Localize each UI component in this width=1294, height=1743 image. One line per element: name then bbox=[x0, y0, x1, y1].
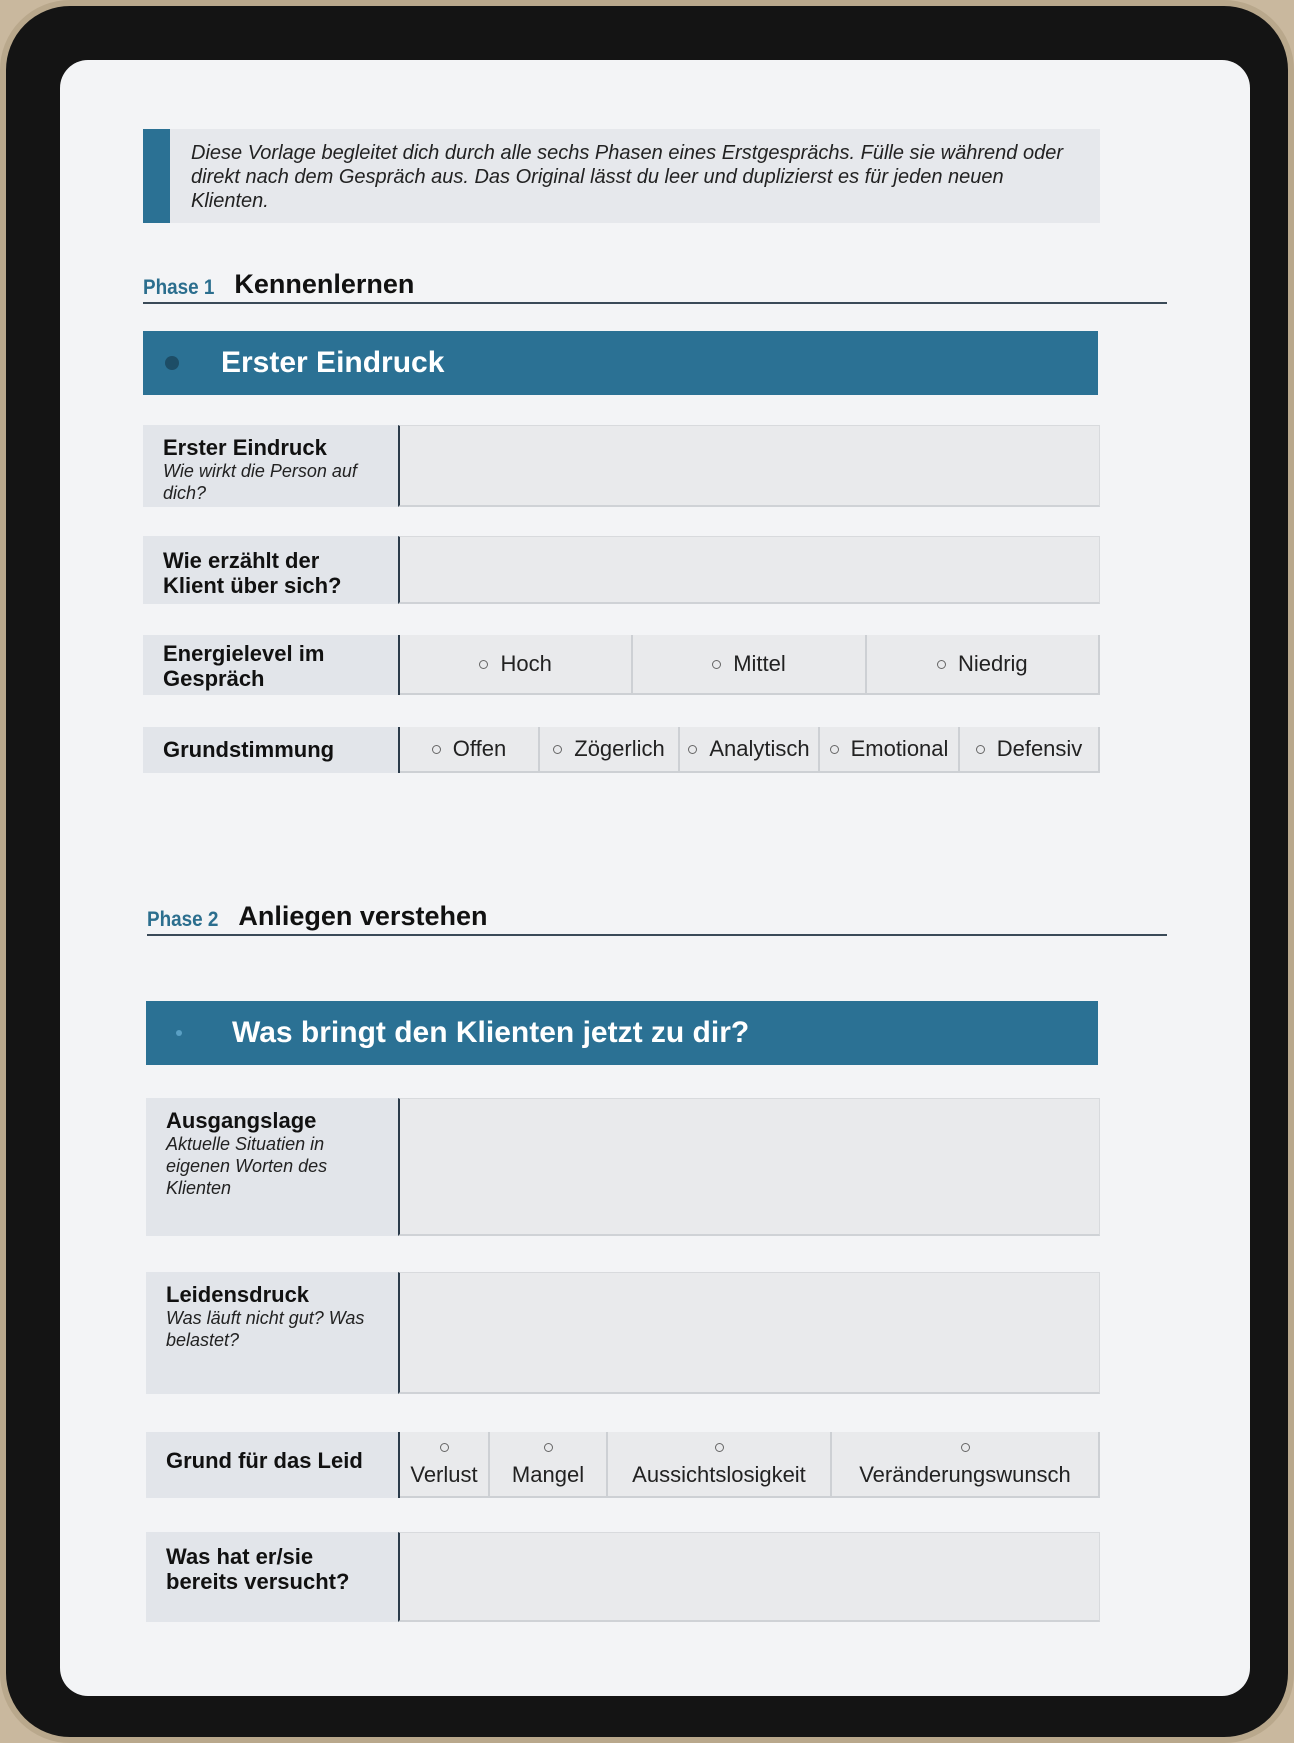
ausgangslage-field[interactable] bbox=[398, 1098, 1100, 1236]
section-title: Was bringt den Klienten jetzt zu dir? bbox=[232, 1016, 750, 1049]
field-label bbox=[143, 536, 398, 604]
phase-number: Phase 2 bbox=[147, 908, 219, 931]
form-row-versucht bbox=[146, 1532, 1100, 1622]
section-title: Erster Eindruck bbox=[221, 346, 445, 379]
form-row-energielevel bbox=[143, 635, 1100, 695]
option-mangel[interactable] bbox=[490, 1432, 608, 1498]
option-label: Defensiv bbox=[996, 736, 1083, 761]
form-row-erzaehlt bbox=[143, 536, 1100, 604]
radio-icon bbox=[715, 1443, 724, 1452]
field-label bbox=[143, 727, 398, 773]
erster-eindruck-field[interactable] bbox=[398, 425, 1100, 507]
radio-icon bbox=[688, 745, 697, 754]
option-label: Veränderungswunsch bbox=[859, 1462, 1071, 1487]
phase-1-heading bbox=[143, 264, 1167, 304]
form-row-ausgangslage bbox=[146, 1098, 1100, 1236]
option-label: Emotional bbox=[850, 736, 949, 761]
bullet-icon bbox=[176, 1030, 182, 1036]
option-mittel[interactable] bbox=[633, 635, 866, 695]
option-zoegerlich[interactable] bbox=[540, 727, 680, 773]
option-emotional[interactable] bbox=[820, 727, 960, 773]
radio-icon bbox=[432, 745, 441, 754]
label-hint: Was läuft nicht gut? Was belastet? bbox=[166, 1308, 365, 1350]
field-label bbox=[146, 1098, 401, 1236]
form-row-grund bbox=[146, 1432, 1100, 1498]
radio-icon bbox=[544, 1443, 553, 1452]
radio-icon bbox=[830, 745, 839, 754]
radio-icon bbox=[937, 660, 946, 669]
callout-accent-bar bbox=[143, 129, 170, 223]
field-label bbox=[143, 425, 398, 507]
versucht-field[interactable] bbox=[398, 1532, 1100, 1622]
form-row-leidensdruck bbox=[146, 1272, 1100, 1394]
label-title: Wie erzählt der Klient über sich? bbox=[163, 548, 342, 598]
option-offen[interactable] bbox=[400, 727, 540, 773]
intro-callout bbox=[143, 129, 1100, 223]
label-title: Energielevel im Gespräch bbox=[163, 641, 325, 691]
grundstimmung-options bbox=[398, 727, 1100, 773]
field-label bbox=[146, 1432, 401, 1498]
radio-icon bbox=[440, 1443, 449, 1452]
document-page bbox=[60, 60, 1250, 1696]
label-hint: Wie wirkt die Person auf dich? bbox=[163, 461, 357, 503]
option-label: Mangel bbox=[511, 1462, 585, 1487]
option-niedrig[interactable] bbox=[867, 635, 1100, 695]
label-title: Grundstimmung bbox=[163, 737, 335, 762]
section-header-erster-eindruck bbox=[143, 331, 1098, 395]
section-header-anliegen bbox=[146, 1001, 1098, 1065]
radio-icon bbox=[961, 1443, 970, 1452]
option-hoch[interactable] bbox=[400, 635, 633, 695]
radio-icon bbox=[712, 660, 721, 669]
option-analytisch[interactable] bbox=[680, 727, 820, 773]
phase-title: Anliegen verstehen bbox=[238, 901, 488, 931]
label-hint: Aktuelle Situatien in eigenen Worten des Klienten bbox=[166, 1134, 328, 1198]
intro-text: Diese Vorlage begleitet dich durch alle sechs Phasen eines Erstgesprächs. Fülle sie während oder direkt nach dem Gespräch aus. Das Original lässt du leer und duplizierst es für jeden neuen Klienten. bbox=[191, 142, 1063, 212]
field-label bbox=[146, 1272, 401, 1394]
label-title: Grund für das Leid bbox=[166, 1448, 363, 1473]
form-row-grundstimmung bbox=[143, 727, 1100, 773]
energielevel-options bbox=[398, 635, 1100, 695]
erzaehlt-field[interactable] bbox=[398, 536, 1100, 604]
phase-number: Phase 1 bbox=[143, 276, 215, 299]
option-defensiv[interactable] bbox=[960, 727, 1100, 773]
label-title: Leidensdruck bbox=[166, 1282, 310, 1307]
phase-title: Kennenlernen bbox=[234, 269, 415, 299]
label-title: Ausgangslage bbox=[166, 1108, 317, 1133]
radio-icon bbox=[479, 660, 488, 669]
option-label: Niedrig bbox=[957, 651, 1028, 676]
option-aussichtslosigkeit[interactable] bbox=[608, 1432, 832, 1498]
bullet-icon bbox=[165, 356, 179, 370]
radio-icon bbox=[553, 745, 562, 754]
option-label: Mittel bbox=[733, 651, 786, 676]
option-verlust[interactable] bbox=[400, 1432, 490, 1498]
label-title: Was hat er/sie bereits versucht? bbox=[166, 1544, 350, 1594]
option-label: Offen bbox=[452, 736, 507, 761]
option-label: Zögerlich bbox=[574, 736, 665, 761]
leidensdruck-field[interactable] bbox=[398, 1272, 1100, 1394]
field-label bbox=[143, 635, 398, 695]
phase-2-heading bbox=[147, 896, 1167, 936]
option-label: Hoch bbox=[500, 651, 552, 676]
form-row-erster-eindruck bbox=[143, 425, 1100, 507]
label-title: Erster Eindruck bbox=[163, 435, 327, 460]
field-label bbox=[146, 1532, 401, 1622]
option-label: Analytisch bbox=[709, 736, 810, 761]
radio-icon bbox=[976, 745, 985, 754]
option-label: Verlust bbox=[410, 1462, 478, 1487]
grund-options bbox=[398, 1432, 1100, 1498]
option-veraenderungswunsch[interactable] bbox=[832, 1432, 1100, 1498]
option-label: Aussichtslosigkeit bbox=[632, 1462, 806, 1487]
